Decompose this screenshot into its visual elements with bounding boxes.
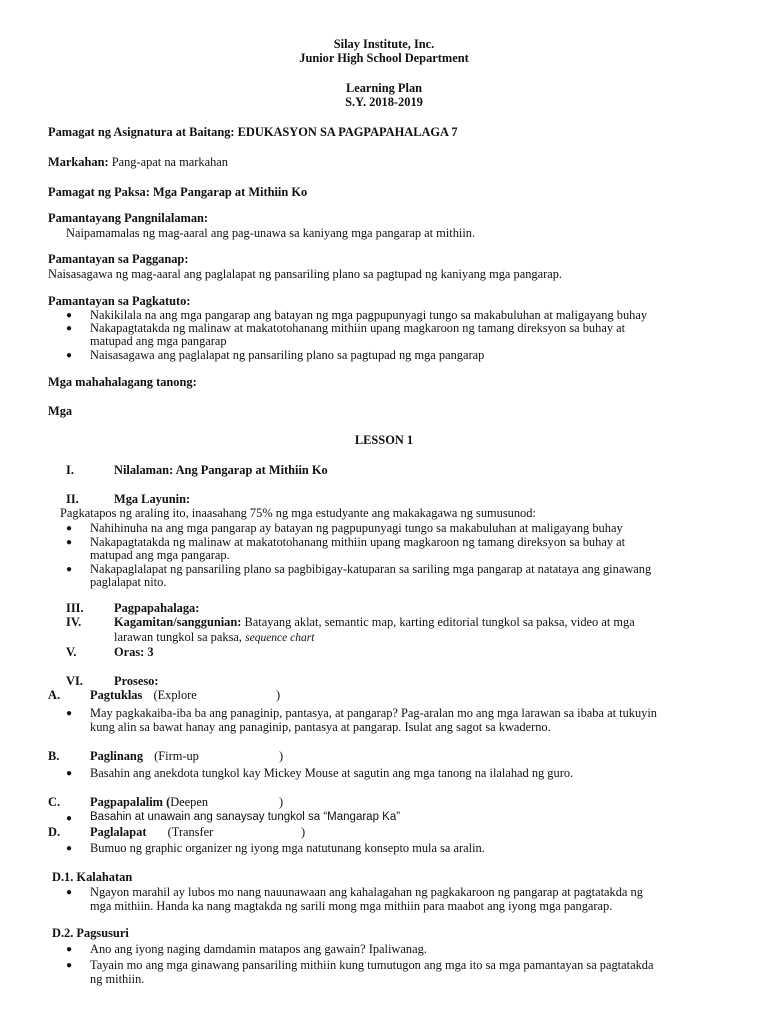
step-b-heading [90, 749, 199, 763]
bullet-icon: ● [66, 944, 73, 955]
list-item-continuation: ng mithiin. [90, 972, 145, 986]
step-d-heading [90, 825, 213, 839]
step-letter: C. [48, 795, 61, 809]
performance-standard-label: Pamantayan sa Pagganap: [48, 252, 189, 266]
section-number: II. [66, 492, 79, 506]
subject-line [48, 125, 458, 139]
step-c-heading [90, 795, 208, 809]
step-c-paren-word: Deepen [170, 795, 209, 809]
section-number: I. [66, 463, 74, 477]
step-d-label: Paglalapat [90, 825, 147, 839]
department-name: Junior High School Department [299, 51, 469, 65]
materials-text: Batayang aklat, semantic map, karting editorial tungkol sa paksa, video at mga [244, 615, 635, 629]
bullet-icon: ● [66, 960, 73, 971]
list-item: Nakapaglalapat ng pansariling plano sa pagbibigay-katuparan sa sariling mga pangarap at natataya ang ginawang [90, 562, 652, 576]
quarter-line [48, 155, 228, 169]
list-item: Nahihinuha na ang mga pangarap ay batayan ng pagpupunyagi tungo sa makabuluhan at maligayang buhay [90, 521, 623, 535]
step-c-paren: ( [166, 795, 171, 809]
performance-standard-text: Naisasagawa ng mag-aaral ang paglalapat ng pansariling plano sa pagtupad ng kaniyang mga pangarap. [48, 267, 563, 281]
step-b-paren: (Firm-up [154, 749, 199, 763]
list-item: Naisasagawa ang paglalapat ng pansariling plano sa pagtupad ng mga pangarap [90, 348, 485, 362]
bullet-icon: ● [66, 843, 73, 854]
content-standard-text: Naipamamalas ng mag-aaral ang pag-unawa sa kaniyang mga pangarap at mithiin. [66, 226, 476, 240]
document-title: Learning Plan [345, 81, 423, 95]
section-number: VI. [66, 674, 83, 688]
list-item: May pagkakaiba-iba ba ang panaginip, pantasya, at pangarap? Pag-aralan mo ang mga larawan sa ibaba at tukuyin [90, 706, 657, 720]
d2-label: D.2. Pagsusuri [52, 926, 129, 940]
topic-line [48, 185, 307, 199]
list-item: Nakapagtatakda ng malinaw at makatotohanang mithiin upang magkaroon ng tamang direksyon sa buhay at [90, 535, 626, 549]
section-v-label: Oras: 3 [114, 645, 154, 659]
step-b-close: ) [279, 749, 284, 763]
step-a-paren: (Explore [153, 688, 197, 702]
materials-line-2 [114, 630, 314, 645]
school-name: Silay Institute, Inc. [333, 37, 435, 51]
list-item: Basahin at unawain ang sanaysay tungkol sa “Mangarap Ka” [90, 811, 401, 823]
section-number: III. [66, 601, 84, 615]
step-letter: D. [48, 825, 61, 839]
list-item: Bumuo ng graphic organizer ng iyong mga natutunang konsepto mula sa aralin. [90, 841, 485, 855]
section-vi-label: Proseso: [114, 674, 159, 688]
quarter-value: Pang-apat na markahan [111, 155, 228, 169]
bullet-icon: ● [66, 708, 73, 719]
list-item-continuation: paglalapat nito. [90, 575, 167, 589]
step-a-heading [90, 688, 197, 702]
list-item: Tayain mo ang mga ginawang pansariling mithiin kung tumutugon ang mga ito sa mga pamantayan sa pagtatakda [90, 958, 654, 972]
content-standard-label: Pamantayang Pangnilalaman: [48, 211, 209, 225]
bullet-icon: ● [66, 350, 73, 361]
subject-label: Pamagat ng Asignatura at Baitang: [48, 125, 235, 139]
bullet-icon: ● [66, 523, 73, 534]
list-item: Ngayon marahil ay lubos mo nang nauunawaan ang kahalagahan ng pagkakaroon ng pangarap at pagtatakda ng [90, 885, 643, 899]
section-i-label: Nilalaman: Ang Pangarap at Mithiin Ko [114, 463, 328, 477]
section-number: IV. [66, 615, 82, 629]
section-number: V. [66, 645, 77, 659]
bullet-icon: ● [66, 323, 73, 334]
section-iv-line [114, 615, 635, 629]
topic-label: Pamagat ng Paksa: [48, 185, 150, 199]
list-item: Basahin ang anekdota tungkol kay Mickey Mouse at sagutin ang mga tanong na ilalahad ng guro. [90, 766, 574, 780]
list-item: Nakapagtatakda ng malinaw at makatotohanang mithiin upang magkaroon ng tamang direksyon sa buhay at [90, 321, 626, 335]
step-letter: A. [48, 688, 61, 702]
lesson-title: LESSON 1 [354, 433, 414, 447]
section-iii-label: Pagpapahalaga: [114, 601, 200, 615]
step-b-label: Paglinang [90, 749, 144, 763]
step-d-paren: (Transfer [167, 825, 214, 839]
step-c-label: Pagpapalalim [90, 795, 163, 809]
step-d-close: ) [301, 825, 306, 839]
quarter-label: Markahan: [48, 155, 109, 169]
mga-text: Mga [48, 404, 73, 418]
list-item: Nakikilala na ang mga pangarap ang batayan ng mga pagpupunyagi tungo sa makabuluhan at maligayang buhay [90, 308, 648, 322]
step-letter: B. [48, 749, 60, 763]
school-year: S.Y. 2018-2019 [345, 95, 423, 109]
list-item-continuation: matupad ang mga pangarap [90, 334, 227, 348]
bullet-icon: ● [66, 768, 73, 779]
subject-value: EDUKASYON SA PAGPAPAHALAGA 7 [237, 125, 458, 139]
essential-questions-label: Mga mahahalagang tanong: [48, 375, 197, 389]
bullet-icon: ● [66, 537, 73, 548]
bullet-icon: ● [66, 887, 73, 898]
bullet-icon: ● [66, 564, 73, 575]
sequence-chart-text: sequence chart [245, 632, 315, 644]
d1-label: D.1. Kalahatan [52, 870, 133, 884]
bullet-icon: ● [66, 310, 73, 321]
list-item-continuation: matupad ang mga pangarap. [90, 548, 230, 562]
topic-value: Mga Pangarap at Mithiin Ko [153, 185, 308, 199]
learning-standard-label: Pamantayan sa Pagkatuto: [48, 294, 191, 308]
step-a-close: ) [276, 688, 281, 702]
step-a-label: Pagtuklas [90, 688, 143, 702]
list-item: Ano ang iyong naging damdamin matapos ang gawain? Ipaliwanag. [90, 942, 427, 956]
step-c-close: ) [279, 795, 284, 809]
list-item-continuation: kung alin sa bawat hanay ang panaginip, pantasya at pangarap. Isulat ang sagot sa kwaderno. [90, 720, 551, 734]
materials-text: larawan tungkol sa paksa, [114, 630, 242, 644]
section-iv-label: Kagamitan/sanggunian: [114, 615, 242, 629]
section-ii-label: Mga Layunin: [114, 492, 191, 506]
bullet-icon: ● [66, 813, 73, 824]
list-item-continuation: mga mithiin. Handa ka nang magtakda ng sarili mong mga mithiin para maabot ang iyong mga pangarap. [90, 899, 613, 913]
objectives-intro: Pagkatapos ng araling ito, inaasahang 75% ng mga estudyante ang makakagawa ng sumusunod: [60, 506, 536, 520]
